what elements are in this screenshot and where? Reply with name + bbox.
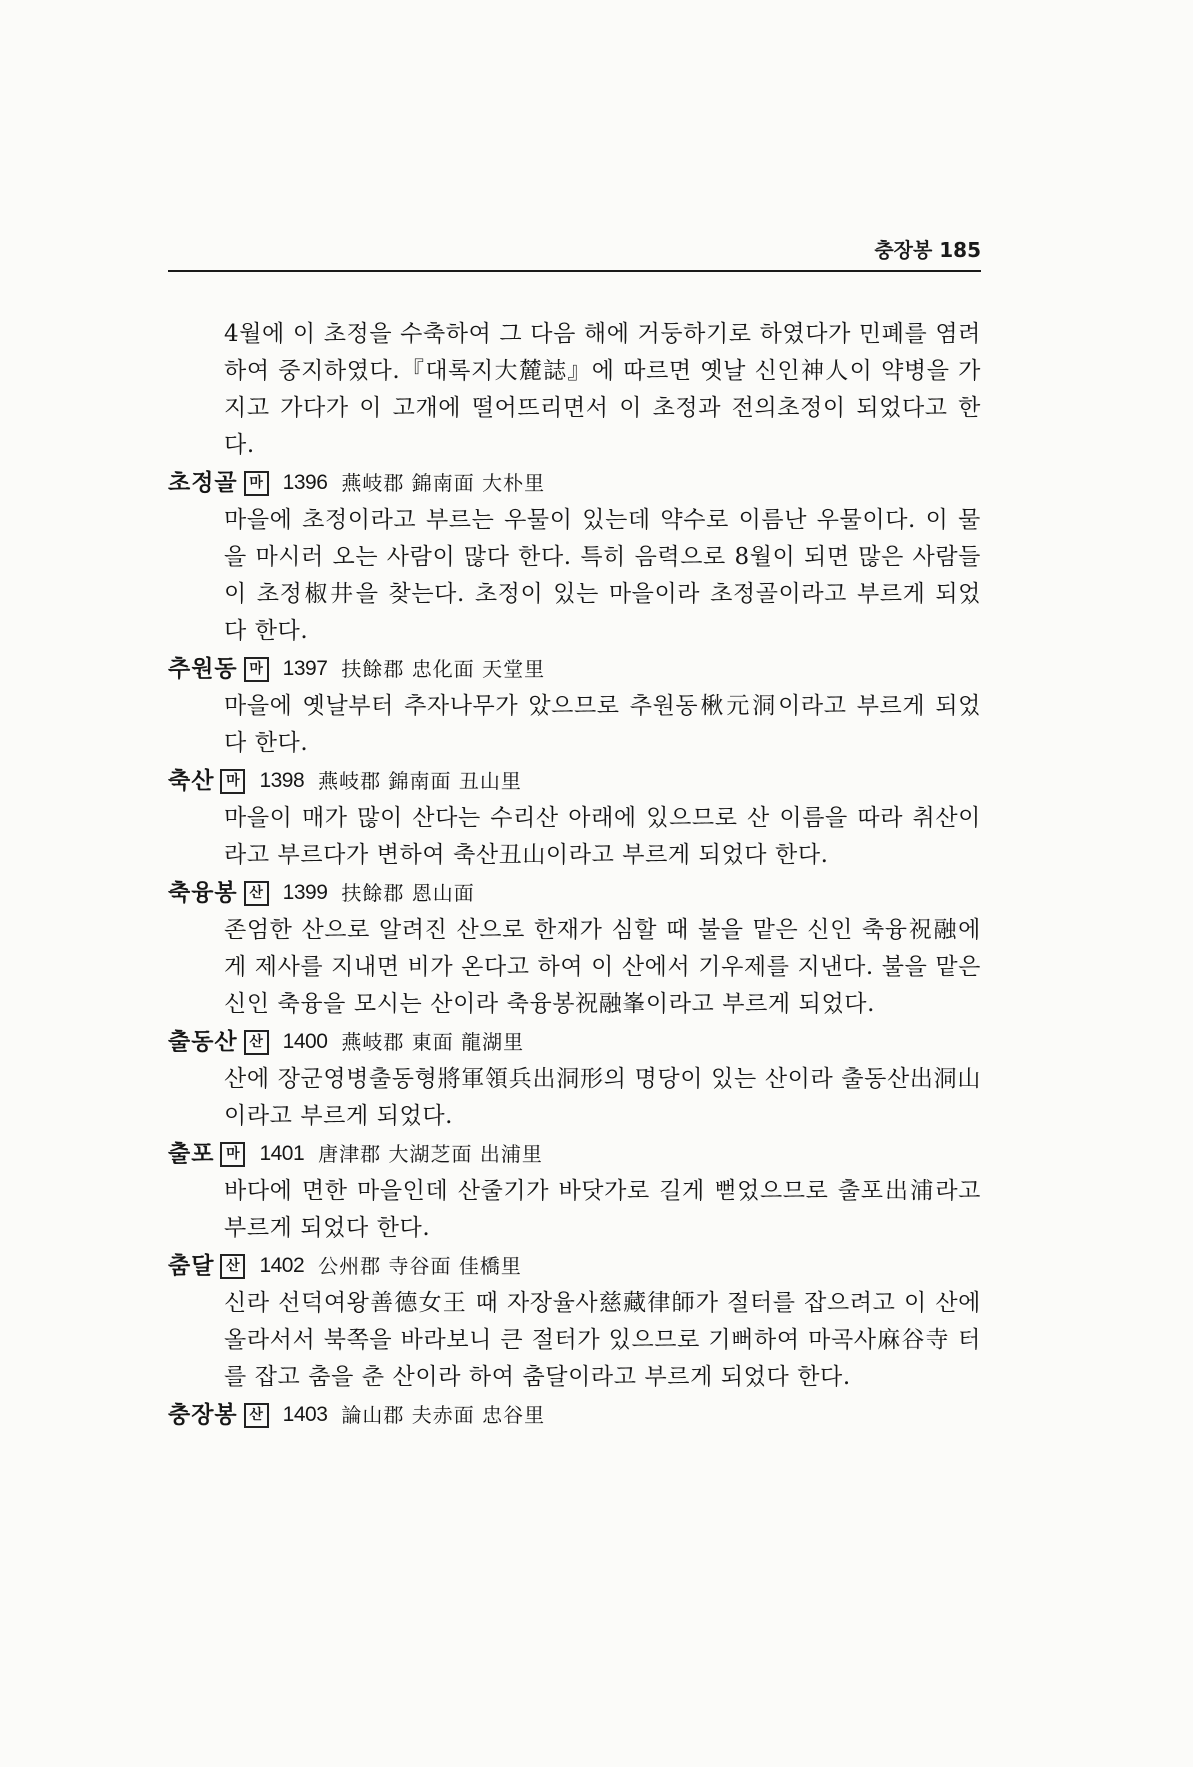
entry-number: 1396 — [282, 471, 328, 494]
entry-number: 1397 — [282, 657, 328, 680]
entry-number: 1403 — [282, 1403, 328, 1426]
entry-name: 출포 — [168, 1140, 215, 1167]
entry-address: 扶餘郡 恩山面 — [341, 881, 475, 905]
entry-address: 唐津郡 大湖芝面 出浦里 — [318, 1142, 543, 1166]
entry-text: 마을에 옛날부터 추자나무가 았으므로 추원동楸元洞이라고 부르게 되었다 한다. — [224, 693, 981, 756]
entry-address: 論山郡 夫赤面 忠谷里 — [341, 1403, 546, 1427]
entry-name: 추원동 — [168, 655, 238, 682]
entry-heading — [168, 650, 981, 688]
entry-heading — [168, 762, 981, 800]
entry-name: 충장봉 — [168, 1401, 238, 1428]
entry — [168, 1023, 981, 1135]
entry-address: 燕岐郡 東面 龍湖里 — [341, 1030, 525, 1054]
entry-heading — [168, 874, 981, 912]
header-rule — [168, 270, 981, 272]
entry — [168, 762, 981, 874]
entry — [168, 464, 981, 650]
entry-number: 1398 — [259, 769, 305, 792]
running-header: 충장봉 185 — [874, 238, 981, 262]
entry-type-badge: 마 — [220, 769, 245, 794]
entry-type-badge: 산 — [244, 1403, 269, 1428]
entry-text: 마을에 초정이라고 부르는 우물이 있는데 약수로 이름난 우물이다. 이 물을 마시러 오는 사람이 많다 한다. 특히 음력으로 8월이 되면 많은 사람들이 초정椒井을 찾는다. 초정이 있는 마을이라 초정골이라고 부르게 되었다 한다. — [224, 507, 981, 644]
entry — [168, 874, 981, 1023]
entry-name: 축융봉 — [168, 879, 238, 906]
entry-name: 춤달 — [168, 1252, 215, 1279]
entry-heading — [168, 1023, 981, 1061]
entry-text: 존엄한 산으로 알려진 산으로 한재가 심할 때 불을 맡은 신인 축융祝融에게 제사를 지내면 비가 온다고 하여 이 산에서 기우제를 지낸다. 불을 맡은 신인 축융을 모시는 산이라 축융봉祝融峯이라고 부르게 되었다. — [224, 917, 981, 1017]
entry-address: 公州郡 寺谷面 佳橋里 — [318, 1254, 522, 1278]
entry-address: 燕岐郡 錦南面 丑山里 — [318, 769, 522, 793]
entry-address: 燕岐郡 錦南面 大朴里 — [341, 471, 546, 495]
entry-number: 1399 — [282, 881, 328, 904]
entry-number: 1402 — [259, 1254, 305, 1277]
entry-heading — [168, 464, 981, 502]
entry-address: 扶餘郡 忠化面 天堂里 — [341, 657, 546, 681]
dictionary-body — [168, 316, 981, 1434]
entry-text: 신라 선덕여왕善德女王 때 자장율사慈藏律師가 절터를 잡으려고 이 산에 올라서서 북쪽을 바라보니 큰 절터가 있으므로 기뻐하여 마곡사麻谷寺 터를 잡고 춤을 춘 산이라 하여 춤달이라고 부르게 되었다 한다. — [224, 1290, 981, 1390]
entry — [168, 1396, 981, 1434]
entry-text: 산에 장군영병출동형將軍領兵出洞形의 명당이 있는 산이라 출동산出洞山이라고 부르게 되었다. — [224, 1066, 981, 1129]
entry-heading — [168, 1396, 981, 1434]
entry-type-badge: 마 — [244, 471, 269, 496]
entry-type-badge: 마 — [220, 1142, 245, 1167]
entry-type-badge: 산 — [220, 1254, 245, 1279]
entry-name: 초정골 — [168, 469, 238, 496]
entry-heading — [168, 1135, 981, 1173]
entry-type-badge: 산 — [244, 881, 269, 906]
entry-text: 마을이 매가 많이 산다는 수리산 아래에 있으므로 산 이름을 따라 취산이라고 부르다가 변하여 축산丑山이라고 부르게 되었다 한다. — [224, 805, 981, 868]
entry-number: 1401 — [259, 1142, 305, 1165]
entry-text: 바다에 면한 마을인데 산줄기가 바닷가로 길게 뻗었으므로 출포出浦라고 부르게 되었다 한다. — [224, 1178, 981, 1241]
entry-type-badge: 마 — [244, 657, 269, 682]
entry — [168, 1247, 981, 1396]
entry-name: 출동산 — [168, 1028, 238, 1055]
entry-heading — [168, 1247, 981, 1285]
continued-paragraph: 4월에 이 초정을 수축하여 그 다음 해에 거둥하기로 하였다가 민폐를 염려하여 중지하였다.『대록지大麓誌』에 따르면 옛날 신인神人이 약병을 가지고 가다가 이 고개에 떨어뜨리면서 이 초정과 전의초정이 되었다고 한다. — [224, 321, 981, 458]
entry-number: 1400 — [282, 1030, 328, 1053]
entry — [168, 1135, 981, 1247]
entry — [168, 650, 981, 762]
entry-name: 축산 — [168, 767, 215, 794]
entry-type-badge: 산 — [244, 1030, 269, 1055]
